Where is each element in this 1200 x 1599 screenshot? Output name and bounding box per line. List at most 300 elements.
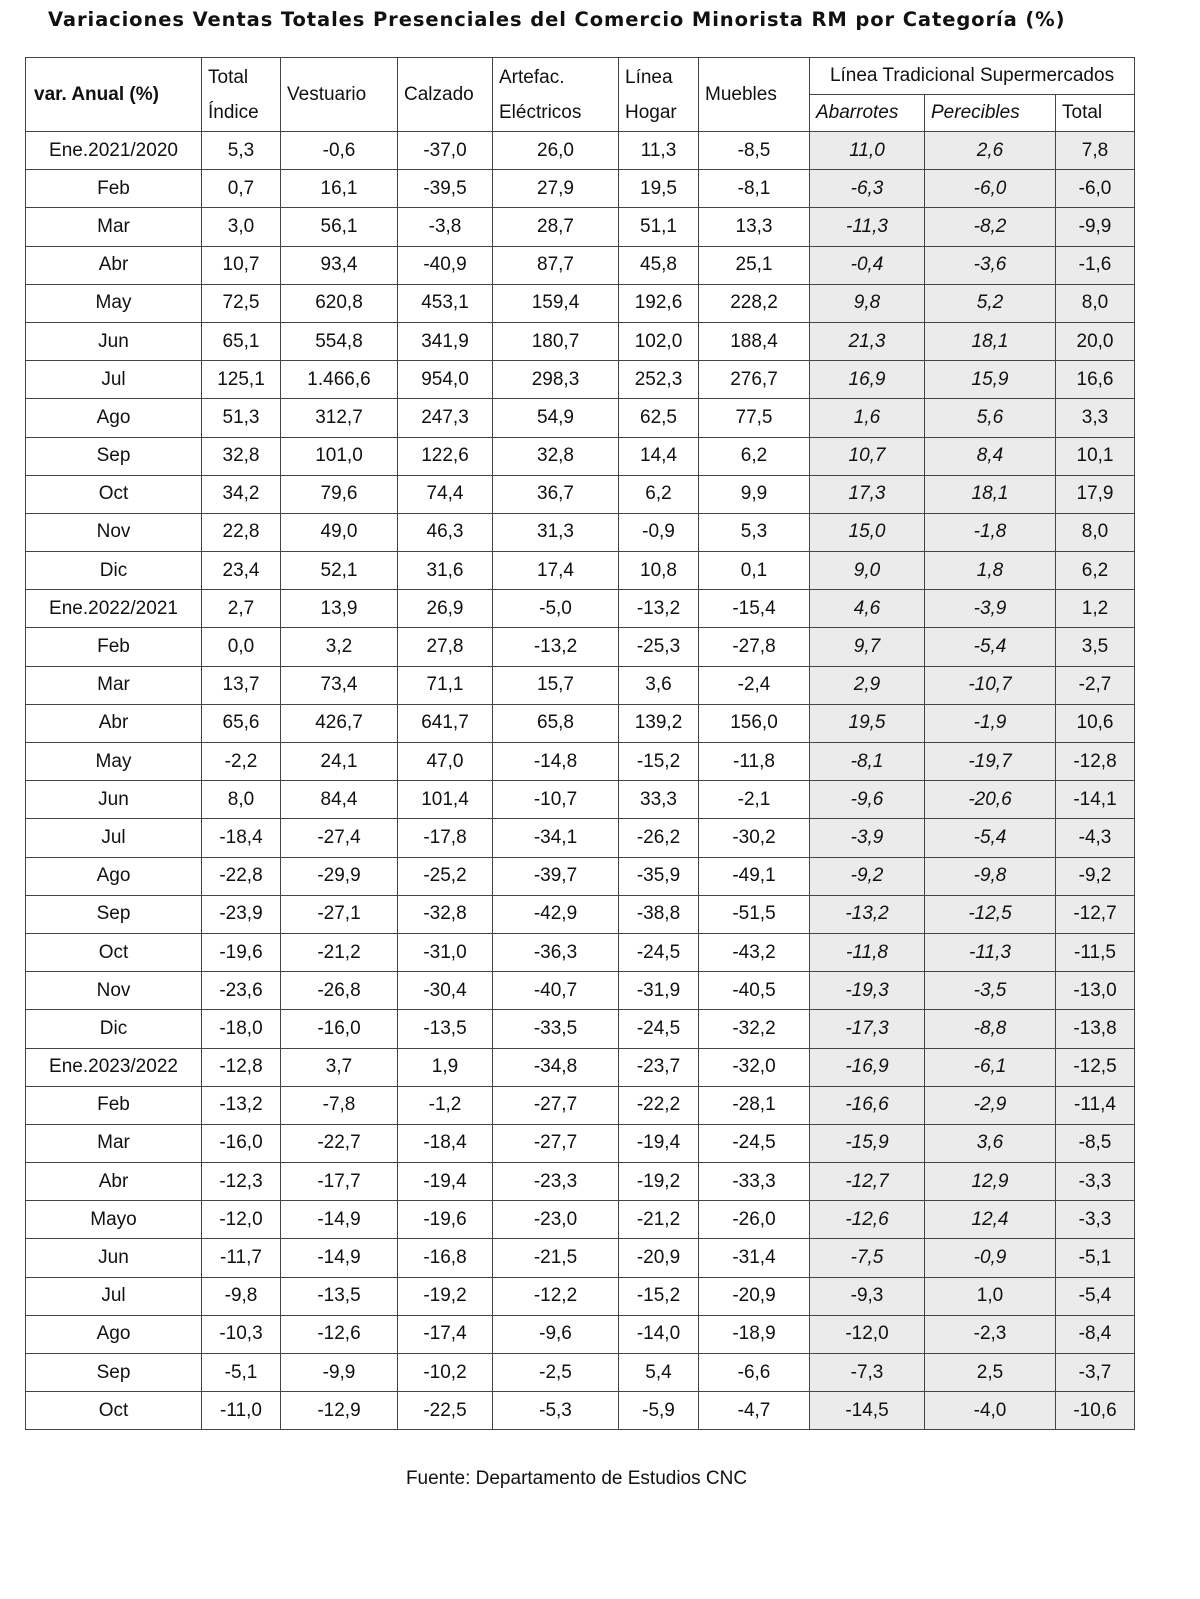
table-cell: -7,3	[810, 1354, 925, 1392]
table-cell: -39,7	[493, 857, 619, 895]
table-cell: -5,0	[493, 590, 619, 628]
table-cell: 9,8	[810, 284, 925, 322]
row-label: Oct	[26, 933, 202, 971]
table-cell: 0,0	[202, 628, 281, 666]
table-cell: -12,6	[810, 1201, 925, 1239]
table-row	[26, 895, 1135, 933]
table-cell: -2,3	[925, 1315, 1056, 1353]
table-cell: 3,6	[925, 1124, 1056, 1162]
table-cell: -20,6	[925, 781, 1056, 819]
table-row	[26, 1048, 1135, 1086]
table-cell: 31,3	[493, 513, 619, 551]
table-row	[26, 1163, 1135, 1201]
table-row	[26, 1086, 1135, 1124]
table-cell: -6,6	[699, 1354, 810, 1392]
table-cell: 25,1	[699, 246, 810, 284]
table-cell: 34,2	[202, 475, 281, 513]
table-cell: 33,3	[619, 781, 699, 819]
table-cell: -14,1	[1056, 781, 1135, 819]
table-cell: -26,8	[281, 972, 398, 1010]
table-cell: 18,1	[925, 322, 1056, 360]
table-cell: 3,2	[281, 628, 398, 666]
table-cell: -15,4	[699, 590, 810, 628]
table-cell: -33,5	[493, 1010, 619, 1048]
table-cell: 27,9	[493, 170, 619, 208]
table-row	[26, 743, 1135, 781]
table-cell: -14,9	[281, 1201, 398, 1239]
table-cell: -5,4	[925, 819, 1056, 857]
table-cell: 7,8	[1056, 132, 1135, 170]
table-cell: -11,8	[699, 743, 810, 781]
row-label: Ago	[26, 399, 202, 437]
table-cell: -2,1	[699, 781, 810, 819]
table-cell: -19,3	[810, 972, 925, 1010]
table-cell: 10,6	[1056, 704, 1135, 742]
table-cell: -17,4	[398, 1315, 493, 1353]
table-cell: 159,4	[493, 284, 619, 322]
table-cell: 8,0	[1056, 284, 1135, 322]
table-row	[26, 475, 1135, 513]
table-cell: 554,8	[281, 322, 398, 360]
table-cell: -27,1	[281, 895, 398, 933]
table-cell: 45,8	[619, 246, 699, 284]
table-cell: 31,6	[398, 552, 493, 590]
table-cell: -3,7	[1056, 1354, 1135, 1392]
table-cell: 8,0	[1056, 513, 1135, 551]
table-cell: -16,0	[202, 1124, 281, 1162]
table-cell: -9,2	[1056, 857, 1135, 895]
table-row	[26, 208, 1135, 246]
table-cell: 74,4	[398, 475, 493, 513]
table-cell: -12,0	[810, 1315, 925, 1353]
table-cell: -19,2	[398, 1277, 493, 1315]
table-row	[26, 322, 1135, 360]
table-cell: -25,2	[398, 857, 493, 895]
table-cell: -1,6	[1056, 246, 1135, 284]
table-cell: -16,0	[281, 1010, 398, 1048]
table-cell: 228,2	[699, 284, 810, 322]
row-label: May	[26, 284, 202, 322]
header-artefac-line2: Eléctricos	[499, 101, 582, 123]
table-cell: -27,8	[699, 628, 810, 666]
table-cell: -39,5	[398, 170, 493, 208]
table-cell: -29,9	[281, 857, 398, 895]
table-cell: -21,2	[619, 1201, 699, 1239]
table-row	[26, 819, 1135, 857]
table-cell: -43,2	[699, 933, 810, 971]
table-cell: 620,8	[281, 284, 398, 322]
table-row	[26, 132, 1135, 170]
row-label: Sep	[26, 1354, 202, 1392]
table-cell: -4,0	[925, 1392, 1056, 1430]
table-cell: 180,7	[493, 322, 619, 360]
table-cell: -5,4	[925, 628, 1056, 666]
header-calzado: Calzado	[398, 58, 493, 132]
table-cell: 62,5	[619, 399, 699, 437]
header-var-anual: var. Anual (%)	[26, 58, 202, 132]
table-cell: 26,9	[398, 590, 493, 628]
table-cell: -8,4	[1056, 1315, 1135, 1353]
header-total-indice-line1: Total	[208, 66, 249, 88]
table-cell: -25,3	[619, 628, 699, 666]
table-cell: -11,7	[202, 1239, 281, 1277]
table-cell: -6,0	[1056, 170, 1135, 208]
table-cell: -17,8	[398, 819, 493, 857]
table-row	[26, 1354, 1135, 1392]
table-cell: 17,9	[1056, 475, 1135, 513]
table-cell: -22,8	[202, 857, 281, 895]
table-cell: 101,0	[281, 437, 398, 475]
row-label: Oct	[26, 475, 202, 513]
table-cell: 298,3	[493, 361, 619, 399]
table-cell: 5,6	[925, 399, 1056, 437]
table-cell: -19,6	[202, 933, 281, 971]
table-cell: 10,7	[202, 246, 281, 284]
table-cell: 16,1	[281, 170, 398, 208]
table-cell: 125,1	[202, 361, 281, 399]
table-cell: -12,3	[202, 1163, 281, 1201]
table-cell: -26,2	[619, 819, 699, 857]
table-cell: 65,8	[493, 704, 619, 742]
table-cell: -26,0	[699, 1201, 810, 1239]
table-cell: -22,2	[619, 1086, 699, 1124]
table-cell: -12,2	[493, 1277, 619, 1315]
table-cell: -19,2	[619, 1163, 699, 1201]
table-cell: 0,7	[202, 170, 281, 208]
table-cell: 72,5	[202, 284, 281, 322]
table-cell: -14,9	[281, 1239, 398, 1277]
table-cell: 15,0	[810, 513, 925, 551]
table-row	[26, 437, 1135, 475]
table-cell: -24,5	[619, 933, 699, 971]
table-cell: -19,4	[619, 1124, 699, 1162]
table-cell: 156,0	[699, 704, 810, 742]
table-cell: -4,3	[1056, 819, 1135, 857]
table-cell: 52,1	[281, 552, 398, 590]
table-cell: -10,7	[925, 666, 1056, 704]
header-total-indice	[202, 58, 281, 132]
table-cell: -32,0	[699, 1048, 810, 1086]
table-cell: -20,9	[699, 1277, 810, 1315]
table-cell: -21,5	[493, 1239, 619, 1277]
table-cell: 6,2	[619, 475, 699, 513]
table-cell: 954,0	[398, 361, 493, 399]
table-cell: -3,5	[925, 972, 1056, 1010]
table-cell: 1,0	[925, 1277, 1056, 1315]
table-cell: -5,1	[202, 1354, 281, 1392]
table-cell: -40,9	[398, 246, 493, 284]
table-cell: -18,4	[398, 1124, 493, 1162]
table-cell: -12,7	[810, 1163, 925, 1201]
table-cell: 102,0	[619, 322, 699, 360]
table-cell: -19,6	[398, 1201, 493, 1239]
table-cell: -32,8	[398, 895, 493, 933]
table-cell: -9,9	[1056, 208, 1135, 246]
header-linea-hogar-line1: Línea	[625, 66, 673, 88]
table-cell: -15,9	[810, 1124, 925, 1162]
table-row	[26, 246, 1135, 284]
row-label: Ene.2021/2020	[26, 132, 202, 170]
table-cell: -27,7	[493, 1124, 619, 1162]
table-cell: -17,3	[810, 1010, 925, 1048]
table-cell: -9,9	[281, 1354, 398, 1392]
table-cell: -2,2	[202, 743, 281, 781]
table-cell: -18,4	[202, 819, 281, 857]
table-cell: -27,4	[281, 819, 398, 857]
table-row	[26, 781, 1135, 819]
table-cell: -23,0	[493, 1201, 619, 1239]
table-cell: 641,7	[398, 704, 493, 742]
table-cell: 8,0	[202, 781, 281, 819]
table-cell: 15,7	[493, 666, 619, 704]
table-cell: 51,1	[619, 208, 699, 246]
table-cell: 1,8	[925, 552, 1056, 590]
table-cell: 56,1	[281, 208, 398, 246]
table-cell: 65,6	[202, 704, 281, 742]
table-cell: 5,3	[202, 132, 281, 170]
table-cell: 9,9	[699, 475, 810, 513]
table-cell: 73,4	[281, 666, 398, 704]
table-cell: -33,3	[699, 1163, 810, 1201]
table-cell: 312,7	[281, 399, 398, 437]
table-cell: -18,9	[699, 1315, 810, 1353]
table-cell: 252,3	[619, 361, 699, 399]
table-cell: -18,0	[202, 1010, 281, 1048]
table-cell: -32,2	[699, 1010, 810, 1048]
table-cell: 65,1	[202, 322, 281, 360]
row-label: Nov	[26, 972, 202, 1010]
table-cell: 3,7	[281, 1048, 398, 1086]
table-cell: 0,1	[699, 552, 810, 590]
table-cell: 2,5	[925, 1354, 1056, 1392]
table-cell: -12,0	[202, 1201, 281, 1239]
source-footer: Fuente: Departamento de Estudios CNC	[405, 1468, 748, 1489]
row-label: Mayo	[26, 1201, 202, 1239]
table-cell: -20,9	[619, 1239, 699, 1277]
table-row	[26, 513, 1135, 551]
table-cell: -8,2	[925, 208, 1056, 246]
row-label: Feb	[26, 628, 202, 666]
table-cell: 3,6	[619, 666, 699, 704]
table-cell: -31,4	[699, 1239, 810, 1277]
table-cell: -9,6	[493, 1315, 619, 1353]
row-label: Jun	[26, 1239, 202, 1277]
table-cell: 16,6	[1056, 361, 1135, 399]
table-cell: 1,2	[1056, 590, 1135, 628]
table-cell: -13,2	[619, 590, 699, 628]
table-cell: -9,8	[202, 1277, 281, 1315]
row-label: Sep	[26, 895, 202, 933]
table-cell: -19,7	[925, 743, 1056, 781]
table-row	[26, 972, 1135, 1010]
table-cell: 14,4	[619, 437, 699, 475]
table-cell: 188,4	[699, 322, 810, 360]
row-label: May	[26, 743, 202, 781]
row-label: Nov	[26, 513, 202, 551]
table-cell: 18,1	[925, 475, 1056, 513]
table-cell: -12,8	[1056, 743, 1135, 781]
table-cell: 13,3	[699, 208, 810, 246]
table-cell: 19,5	[810, 704, 925, 742]
table-cell: -14,8	[493, 743, 619, 781]
table-cell: -5,4	[1056, 1277, 1135, 1315]
table-cell: -9,8	[925, 857, 1056, 895]
table-cell: 2,6	[925, 132, 1056, 170]
table-cell: -22,5	[398, 1392, 493, 1430]
header-perecibles: Perecibles	[925, 95, 1056, 132]
table-cell: -3,3	[1056, 1163, 1135, 1201]
table-cell: 54,9	[493, 399, 619, 437]
table-cell: 1,6	[810, 399, 925, 437]
table-cell: -12,9	[281, 1392, 398, 1430]
table-cell: 5,3	[699, 513, 810, 551]
table-cell: -10,7	[493, 781, 619, 819]
table-cell: -5,9	[619, 1392, 699, 1430]
table-cell: 77,5	[699, 399, 810, 437]
table-cell: 22,8	[202, 513, 281, 551]
table-cell: -10,2	[398, 1354, 493, 1392]
table-row	[26, 361, 1135, 399]
table-cell: 453,1	[398, 284, 493, 322]
row-label: Oct	[26, 1392, 202, 1430]
row-label: Abr	[26, 704, 202, 742]
row-label: Feb	[26, 170, 202, 208]
table-cell: -51,5	[699, 895, 810, 933]
table-cell: -23,9	[202, 895, 281, 933]
table-cell: 10,1	[1056, 437, 1135, 475]
table-cell: -49,1	[699, 857, 810, 895]
table-cell: 17,3	[810, 475, 925, 513]
table-row	[26, 1010, 1135, 1048]
table-cell: 47,0	[398, 743, 493, 781]
row-label: Sep	[26, 437, 202, 475]
table-cell: 101,4	[398, 781, 493, 819]
row-label: Abr	[26, 246, 202, 284]
row-label: Dic	[26, 1010, 202, 1048]
table-cell: -23,3	[493, 1163, 619, 1201]
table-cell: 2,7	[202, 590, 281, 628]
table-cell: 10,8	[619, 552, 699, 590]
table-cell: 1.466,6	[281, 361, 398, 399]
row-label: Jun	[26, 781, 202, 819]
table-cell: -5,1	[1056, 1239, 1135, 1277]
row-label: Mar	[26, 1124, 202, 1162]
table-cell: 19,5	[619, 170, 699, 208]
table-cell: 23,4	[202, 552, 281, 590]
table-cell: 10,7	[810, 437, 925, 475]
table-row	[26, 399, 1135, 437]
header-artefac-line1: Artefac.	[499, 66, 565, 88]
table-cell: -3,9	[925, 590, 1056, 628]
row-label: Abr	[26, 1163, 202, 1201]
table-row	[26, 628, 1135, 666]
row-label: Ene.2023/2022	[26, 1048, 202, 1086]
table-cell: 26,0	[493, 132, 619, 170]
table-cell: 12,9	[925, 1163, 1056, 1201]
table-cell: 21,3	[810, 322, 925, 360]
table-cell: 276,7	[699, 361, 810, 399]
table-cell: 139,2	[619, 704, 699, 742]
table-cell: -13,5	[281, 1277, 398, 1315]
table-cell: -21,2	[281, 933, 398, 971]
table-cell: 13,7	[202, 666, 281, 704]
table-cell: -6,0	[925, 170, 1056, 208]
table-cell: 51,3	[202, 399, 281, 437]
table-row	[26, 1392, 1135, 1430]
table-cell: -4,7	[699, 1392, 810, 1430]
table-cell: -12,5	[925, 895, 1056, 933]
table-cell: 6,2	[1056, 552, 1135, 590]
table-cell: 16,9	[810, 361, 925, 399]
table-cell: -12,6	[281, 1315, 398, 1353]
table-cell: 9,0	[810, 552, 925, 590]
row-label: Ene.2022/2021	[26, 590, 202, 628]
table-cell: -0,4	[810, 246, 925, 284]
header-artefac	[493, 58, 619, 132]
table-cell: 79,6	[281, 475, 398, 513]
table-cell: 27,8	[398, 628, 493, 666]
table-cell: -12,7	[1056, 895, 1135, 933]
table-row	[26, 666, 1135, 704]
table-cell: -38,8	[619, 895, 699, 933]
table-cell: -6,1	[925, 1048, 1056, 1086]
row-label: Mar	[26, 208, 202, 246]
table-cell: -10,6	[1056, 1392, 1135, 1430]
table-cell: 15,9	[925, 361, 1056, 399]
table-cell: -9,3	[810, 1277, 925, 1315]
table-cell: -0,6	[281, 132, 398, 170]
table-cell: -3,6	[925, 246, 1056, 284]
table-cell: -31,0	[398, 933, 493, 971]
header-total-indice-line2: Índice	[208, 101, 259, 123]
table-cell: 5,4	[619, 1354, 699, 1392]
table-cell: -17,7	[281, 1163, 398, 1201]
table-cell: 192,6	[619, 284, 699, 322]
table-cell: -31,9	[619, 972, 699, 1010]
table-cell: 3,0	[202, 208, 281, 246]
table-cell: -36,3	[493, 933, 619, 971]
table-row	[26, 1277, 1135, 1315]
table-cell: 87,7	[493, 246, 619, 284]
table-cell: -34,8	[493, 1048, 619, 1086]
table-cell: -11,3	[925, 933, 1056, 971]
table-cell: -34,1	[493, 819, 619, 857]
header-muebles: Muebles	[699, 58, 810, 132]
table-cell: 8,4	[925, 437, 1056, 475]
table-cell: -2,5	[493, 1354, 619, 1392]
table-cell: -8,5	[1056, 1124, 1135, 1162]
table-cell: -16,9	[810, 1048, 925, 1086]
table-cell: -42,9	[493, 895, 619, 933]
row-label: Mar	[26, 666, 202, 704]
table-cell: 84,4	[281, 781, 398, 819]
table-cell: -40,5	[699, 972, 810, 1010]
table-cell: -14,5	[810, 1392, 925, 1430]
table-cell: -24,5	[619, 1010, 699, 1048]
table-row	[26, 857, 1135, 895]
table-cell: 341,9	[398, 322, 493, 360]
table-cell: 17,4	[493, 552, 619, 590]
table-cell: -28,1	[699, 1086, 810, 1124]
table-cell: 6,2	[699, 437, 810, 475]
table-cell: -8,1	[699, 170, 810, 208]
table-cell: -8,8	[925, 1010, 1056, 1048]
table-cell: -8,5	[699, 132, 810, 170]
table-cell: -2,4	[699, 666, 810, 704]
row-label: Jun	[26, 322, 202, 360]
table-cell: 28,7	[493, 208, 619, 246]
table-cell: 93,4	[281, 246, 398, 284]
